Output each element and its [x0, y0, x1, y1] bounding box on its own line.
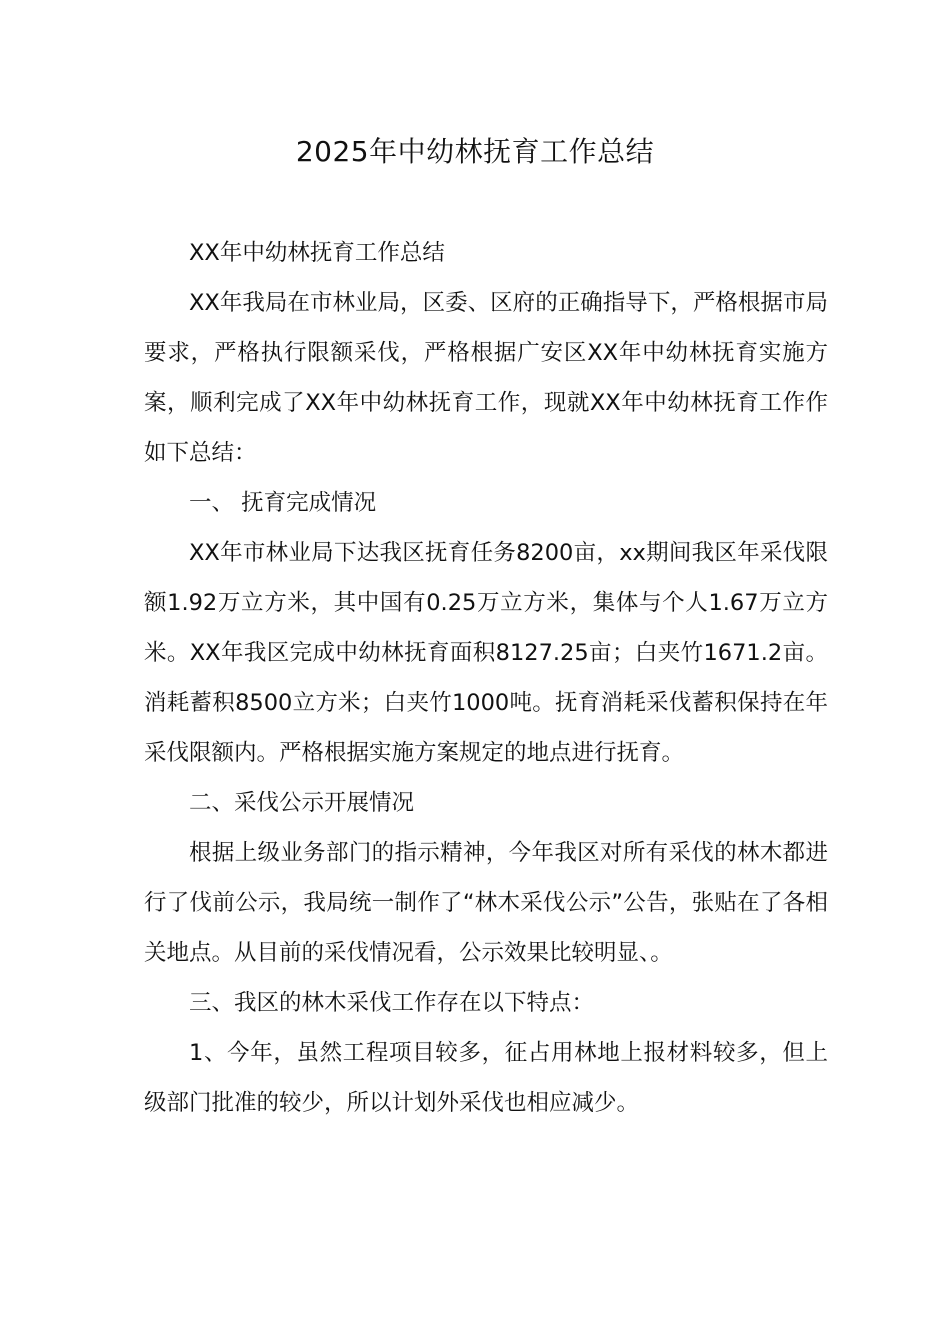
paragraph-point-1: 1、今年，虽然工程项目较多，征占用林地上报材料较多，但上级部门批准的较少，所以计划外采伐也相应减少。: [144, 1040, 828, 1116]
document-body: [144, 228, 828, 1128]
section-heading-3: 三、我区的林木采伐工作存在以下特点：: [189, 990, 595, 1016]
section-heading-1: 一、 抚育完成情况: [189, 490, 377, 516]
document-title: 2025年中幼林抚育工作总结: [295, 135, 655, 168]
section-heading-2: 二、采伐公示开展情况: [189, 790, 415, 816]
paragraph-section-2: 根据上级业务部门的指示精神，今年我区对所有采伐的林木都进行了伐前公示，我局统一制作了“林木采伐公示”公告，张贴在了各相关地点。从目前的采伐情况看，公示效果比较明显、。: [144, 840, 828, 966]
paragraph-intro: XX年我局在市林业局，区委、区府的正确指导下，严格根据市局要求，严格执行限额采伐，严格根据广安区XX年中幼林抚育实施方案，顺利完成了XX年中幼林抚育工作，现就XX年中幼林抚育工作作如下总结：: [144, 290, 828, 466]
paragraph-section-1: XX年市林业局下达我区抚育任务8200亩，xx期间我区年采伐限额1.92万立方米，其中国有0.25万立方米，集体与个人1.67万立方米。XX年我区完成中幼林抚育面积8127.25亩；白夹竹1671.2亩。消耗蓄积8500立方米；白夹竹1000吨。抚育消耗采伐蓄积保持在年采伐限额内。严格根据实施方案规定的地点进行抚育。: [144, 540, 828, 766]
paragraph-subtitle: XX年中幼林抚育工作总结: [189, 240, 445, 266]
